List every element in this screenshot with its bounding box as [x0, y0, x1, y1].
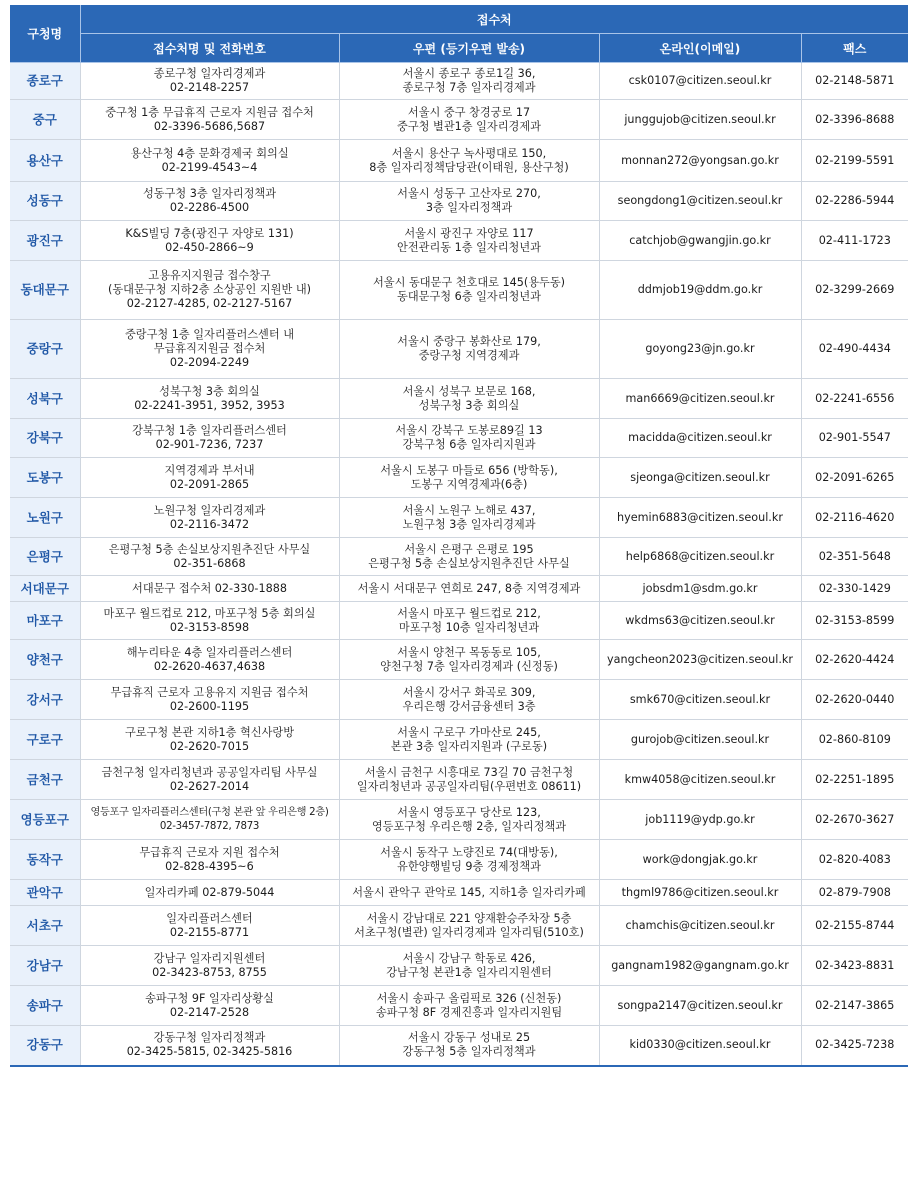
header-reception-group: 접수처 — [80, 5, 908, 34]
district-cell: 도봉구 — [10, 458, 80, 498]
table-header — [10, 5, 908, 63]
office-cell: 중구청 1층 무급휴직 근로자 지원금 접수처 02-3396-5686,5687 — [80, 100, 339, 140]
postal-cell: 서울시 중구 창경궁로 17 중구청 별관1층 일자리경제과 — [339, 100, 599, 140]
postal-cell: 서울시 송파구 올림픽로 326 (신천동) 송파구청 8F 경제진흥과 일자리지원팀 — [339, 986, 599, 1026]
email-cell: kmw4058@citizen.seoul.kr — [599, 760, 801, 800]
postal-cell: 서울시 마포구 월드컵로 212, 마포구청 10층 일자리청년과 — [339, 602, 599, 640]
email-cell: man6669@citizen.seoul.kr — [599, 379, 801, 419]
fax-cell: 02-330-1429 — [801, 576, 908, 602]
district-cell: 강북구 — [10, 419, 80, 458]
office-cell: 송파구청 9F 일자리상황실 02-2147-2528 — [80, 986, 339, 1026]
office-cell: 해누리타운 4층 일자리플러스센터 02-2620-4637,4638 — [80, 640, 339, 680]
email-cell: job1119@ydp.go.kr — [599, 800, 801, 840]
district-cell: 강서구 — [10, 680, 80, 720]
reception-office-table — [10, 5, 908, 1067]
district-cell: 동작구 — [10, 840, 80, 880]
office-cell: 성북구청 3층 회의실 02-2241-3951, 3952, 3953 — [80, 379, 339, 419]
postal-cell: 서울시 관악구 관악로 145, 지하1층 일자리카페 — [339, 880, 599, 906]
district-cell: 영등포구 — [10, 800, 80, 840]
email-cell: sjeonga@citizen.seoul.kr — [599, 458, 801, 498]
fax-cell: 02-351-5648 — [801, 538, 908, 576]
table-row — [10, 986, 908, 1026]
header-postal: 우편 (등기우편 발송) — [339, 34, 599, 63]
postal-cell: 서울시 동대문구 천호대로 145(용두동) 동대문구청 6층 일자리청년과 — [339, 261, 599, 320]
table-row — [10, 419, 908, 458]
postal-cell: 서울시 동작구 노량진로 74(대방동), 유한양행빌딩 9층 경제정책과 — [339, 840, 599, 880]
table-row — [10, 576, 908, 602]
fax-cell: 02-2620-4424 — [801, 640, 908, 680]
postal-cell: 서울시 서대문구 연희로 247, 8층 지역경제과 — [339, 576, 599, 602]
district-cell: 금천구 — [10, 760, 80, 800]
email-cell: wkdms63@citizen.seoul.kr — [599, 602, 801, 640]
email-cell: chamchis@citizen.seoul.kr — [599, 906, 801, 946]
postal-cell: 서울시 강북구 도봉로89길 13 강북구청 6층 일자리지원과 — [339, 419, 599, 458]
office-cell: 금천구청 일자리청년과 공공일자리팀 사무실 02-2627-2014 — [80, 760, 339, 800]
email-cell: ddmjob19@ddm.go.kr — [599, 261, 801, 320]
table-row — [10, 538, 908, 576]
district-cell: 관악구 — [10, 880, 80, 906]
office-cell: K&S빌딩 7층(광진구 자양로 131) 02-450-2866~9 — [80, 221, 339, 261]
fax-cell: 02-2147-3865 — [801, 986, 908, 1026]
fax-cell: 02-2091-6265 — [801, 458, 908, 498]
fax-cell: 02-2670-3627 — [801, 800, 908, 840]
fax-cell: 02-3423-8831 — [801, 946, 908, 986]
header-district: 구청명 — [10, 5, 80, 63]
office-cell: 강북구청 1층 일자리플러스센터 02-901-7236, 7237 — [80, 419, 339, 458]
table-row — [10, 379, 908, 419]
fax-cell: 02-3299-2669 — [801, 261, 908, 320]
office-cell: 일자리카페 02-879-5044 — [80, 880, 339, 906]
table-row — [10, 906, 908, 946]
district-cell: 서대문구 — [10, 576, 80, 602]
district-cell: 송파구 — [10, 986, 80, 1026]
district-cell: 노원구 — [10, 498, 80, 538]
postal-cell: 서울시 광진구 자양로 117 안전관리동 1층 일자리청년과 — [339, 221, 599, 261]
email-cell: hyemin6883@citizen.seoul.kr — [599, 498, 801, 538]
header-office-phone: 접수처명 및 전화번호 — [80, 34, 339, 63]
email-cell: junggujob@citizen.seoul.kr — [599, 100, 801, 140]
district-cell: 은평구 — [10, 538, 80, 576]
office-cell: 구로구청 본관 지하1층 혁신사랑방 02-2620-7015 — [80, 720, 339, 760]
table-row — [10, 640, 908, 680]
office-cell: 서대문구 접수처 02-330-1888 — [80, 576, 339, 602]
fax-cell: 02-820-4083 — [801, 840, 908, 880]
postal-cell: 서울시 금천구 시흥대로 73길 70 금천구청 일자리청년과 공공일자리팀(우편번호 08611) — [339, 760, 599, 800]
table-row — [10, 140, 908, 182]
table-row — [10, 63, 908, 100]
office-cell: 강남구 일자리지원센터 02-3423-8753, 8755 — [80, 946, 339, 986]
district-cell: 서초구 — [10, 906, 80, 946]
fax-cell: 02-2199-5591 — [801, 140, 908, 182]
postal-cell: 서울시 노원구 노해로 437, 노원구청 3층 일자리경제과 — [339, 498, 599, 538]
fax-cell: 02-490-4434 — [801, 320, 908, 379]
table-row — [10, 458, 908, 498]
office-cell: 지역경제과 부서내 02-2091-2865 — [80, 458, 339, 498]
fax-cell: 02-2241-6556 — [801, 379, 908, 419]
fax-cell: 02-2116-4620 — [801, 498, 908, 538]
postal-cell: 서울시 강서구 화곡로 309, 우리은행 강서금융센터 3층 — [339, 680, 599, 720]
email-cell: jobsdm1@sdm.go.kr — [599, 576, 801, 602]
email-cell: macidda@citizen.seoul.kr — [599, 419, 801, 458]
postal-cell: 서울시 중랑구 봉화산로 179, 중랑구청 지역경제과 — [339, 320, 599, 379]
fax-cell: 02-411-1723 — [801, 221, 908, 261]
fax-cell: 02-879-7908 — [801, 880, 908, 906]
postal-cell: 서울시 도봉구 마들로 656 (방학동), 도봉구 지역경제과(6층) — [339, 458, 599, 498]
fax-cell: 02-860-8109 — [801, 720, 908, 760]
district-cell: 광진구 — [10, 221, 80, 261]
office-cell: 일자리플러스센터 02-2155-8771 — [80, 906, 339, 946]
office-cell: 종로구청 일자리경제과 02-2148-2257 — [80, 63, 339, 100]
email-cell: yangcheon2023@citizen.seoul.kr — [599, 640, 801, 680]
email-cell: gangnam1982@gangnam.go.kr — [599, 946, 801, 986]
fax-cell: 02-3396-8688 — [801, 100, 908, 140]
table-row — [10, 760, 908, 800]
district-cell: 중구 — [10, 100, 80, 140]
email-cell: monnan272@yongsan.go.kr — [599, 140, 801, 182]
email-cell: smk670@citizen.seoul.kr — [599, 680, 801, 720]
postal-cell: 서울시 은평구 은평로 195 은평구청 5층 손실보상지원추진단 사무실 — [339, 538, 599, 576]
table-row — [10, 182, 908, 221]
header-email: 온라인(이메일) — [599, 34, 801, 63]
table-row — [10, 1026, 908, 1066]
postal-cell: 서울시 양천구 목동동로 105, 양천구청 7층 일자리경제과 (신정동) — [339, 640, 599, 680]
district-cell: 중랑구 — [10, 320, 80, 379]
table-row — [10, 720, 908, 760]
email-cell: work@dongjak.go.kr — [599, 840, 801, 880]
email-cell: thgml9786@citizen.seoul.kr — [599, 880, 801, 906]
postal-cell: 서울시 성북구 보문로 168, 성북구청 3층 회의실 — [339, 379, 599, 419]
postal-cell: 서울시 구로구 가마산로 245, 본관 3층 일자리지원과 (구로동) — [339, 720, 599, 760]
email-cell: help6868@citizen.seoul.kr — [599, 538, 801, 576]
office-cell: 은평구청 5층 손실보상지원추진단 사무실 02-351-6868 — [80, 538, 339, 576]
table-row — [10, 946, 908, 986]
email-cell: csk0107@citizen.seoul.kr — [599, 63, 801, 100]
table-row — [10, 261, 908, 320]
district-cell: 양천구 — [10, 640, 80, 680]
header-fax: 팩스 — [801, 34, 908, 63]
email-cell: catchjob@gwangjin.go.kr — [599, 221, 801, 261]
office-cell: 용산구청 4층 문화경제국 회의실 02-2199-4543~4 — [80, 140, 339, 182]
district-cell: 강동구 — [10, 1026, 80, 1066]
fax-cell: 02-901-5547 — [801, 419, 908, 458]
email-cell: goyong23@jn.go.kr — [599, 320, 801, 379]
table-body — [10, 63, 908, 1066]
table-row — [10, 498, 908, 538]
office-cell: 강동구청 일자리정책과 02-3425-5815, 02-3425-5816 — [80, 1026, 339, 1066]
office-cell: 중랑구청 1층 일자리플러스센터 내 무급휴직지원금 접수처 02-2094-2249 — [80, 320, 339, 379]
postal-cell: 서울시 용산구 녹사평대로 150, 8층 일자리정책담당관(이태원, 용산구청) — [339, 140, 599, 182]
fax-cell: 02-2155-8744 — [801, 906, 908, 946]
district-cell: 성북구 — [10, 379, 80, 419]
fax-cell: 02-2148-5871 — [801, 63, 908, 100]
postal-cell: 서울시 성동구 고산자로 270, 3층 일자리정책과 — [339, 182, 599, 221]
postal-cell: 서울시 영등포구 당산로 123, 영등포구청 우리은행 2층, 일자리정책과 — [339, 800, 599, 840]
office-cell: 무급휴직 근로자 지원 접수처 02-828-4395~6 — [80, 840, 339, 880]
postal-cell: 서울시 강남구 학동로 426, 강남구청 본관1층 일자리지원센터 — [339, 946, 599, 986]
district-cell: 용산구 — [10, 140, 80, 182]
office-cell: 노원구청 일자리경제과 02-2116-3472 — [80, 498, 339, 538]
fax-cell: 02-2251-1895 — [801, 760, 908, 800]
table-row — [10, 221, 908, 261]
table-row — [10, 880, 908, 906]
district-cell: 동대문구 — [10, 261, 80, 320]
email-cell: seongdong1@citizen.seoul.kr — [599, 182, 801, 221]
table-row — [10, 680, 908, 720]
email-cell: songpa2147@citizen.seoul.kr — [599, 986, 801, 1026]
office-cell: 영등포구 일자리플러스센터(구청 본관 앞 우리은행 2층) 02-3457-7872, 7873 — [80, 800, 339, 840]
district-cell: 강남구 — [10, 946, 80, 986]
table-row — [10, 320, 908, 379]
district-cell: 종로구 — [10, 63, 80, 100]
office-cell: 마포구 월드컵로 212, 마포구청 5층 회의실 02-3153-8598 — [80, 602, 339, 640]
district-cell: 구로구 — [10, 720, 80, 760]
office-cell: 성동구청 3층 일자리정책과 02-2286-4500 — [80, 182, 339, 221]
postal-cell: 서울시 강동구 성내로 25 강동구청 5층 일자리정책과 — [339, 1026, 599, 1066]
table-row — [10, 800, 908, 840]
postal-cell: 서울시 종로구 종로1길 36, 종로구청 7층 일자리경제과 — [339, 63, 599, 100]
fax-cell: 02-3153-8599 — [801, 602, 908, 640]
postal-cell: 서울시 강남대로 221 양재환승주차장 5층 서초구청(별관) 일자리경제과 일자리팀(510호) — [339, 906, 599, 946]
email-cell: gurojob@citizen.seoul.kr — [599, 720, 801, 760]
table-row — [10, 602, 908, 640]
table-row — [10, 100, 908, 140]
fax-cell: 02-2620-0440 — [801, 680, 908, 720]
district-cell: 성동구 — [10, 182, 80, 221]
fax-cell: 02-3425-7238 — [801, 1026, 908, 1066]
office-cell: 고용유지지원금 접수창구 (동대문구청 지하2층 소상공인 지원반 내) 02-2127-4285, 02-2127-5167 — [80, 261, 339, 320]
email-cell: kid0330@citizen.seoul.kr — [599, 1026, 801, 1066]
fax-cell: 02-2286-5944 — [801, 182, 908, 221]
district-cell: 마포구 — [10, 602, 80, 640]
office-cell: 무급휴직 근로자 고용유지 지원금 접수처 02-2600-1195 — [80, 680, 339, 720]
table-row — [10, 840, 908, 880]
